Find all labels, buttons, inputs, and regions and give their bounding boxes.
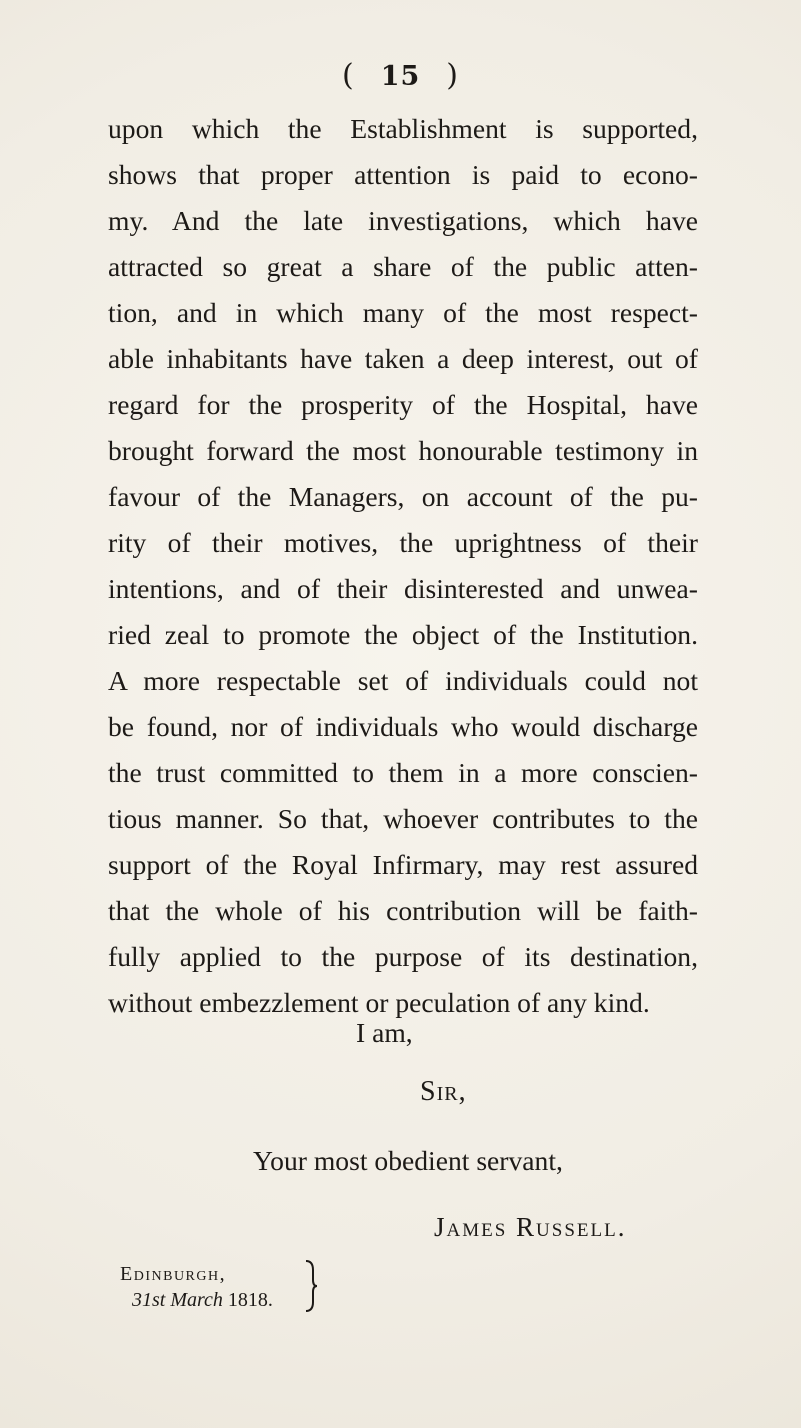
brace-icon bbox=[304, 1258, 318, 1314]
body-line: able inhabitants have taken a deep interest, out of bbox=[108, 343, 698, 374]
closing-salutation: Sir, bbox=[420, 1076, 467, 1107]
body-line: tion, and in which many of the most respect- bbox=[108, 297, 698, 328]
signature: James Russell. bbox=[434, 1212, 627, 1242]
page-number-header bbox=[0, 58, 801, 93]
body-line: the trust committed to them in a more conscien- bbox=[108, 757, 698, 788]
body-line: brought forward the most honourable testimony in bbox=[108, 435, 698, 466]
body-line: support of the Royal Infirmary, may rest assured bbox=[108, 849, 698, 880]
dateline-day: 31st March bbox=[132, 1289, 223, 1311]
body-line: fully applied to the purpose of its destination, bbox=[108, 941, 698, 972]
body-line: upon which the Establishment is supported, bbox=[108, 113, 698, 144]
body-line: A more respectable set of individuals could not bbox=[108, 665, 698, 696]
dateline-place: Edinburgh, bbox=[120, 1263, 227, 1285]
body-line: regard for the prosperity of the Hospital, have bbox=[108, 389, 698, 420]
body-line: my. And the late investigations, which have bbox=[108, 205, 698, 236]
closing-i-am: I am, bbox=[356, 1017, 413, 1048]
letter-body bbox=[108, 106, 698, 1026]
body-line: tious manner. So that, whoever contributes to the bbox=[108, 803, 698, 834]
dateline-year: 1818. bbox=[227, 1289, 273, 1311]
body-line: ried zeal to promote the object of the Institution. bbox=[108, 619, 698, 650]
body-line: be found, nor of individuals who would discharge bbox=[108, 711, 698, 742]
body-line: intentions, and of their disinterested and unwea- bbox=[108, 573, 698, 604]
dateline bbox=[120, 1261, 273, 1313]
body-line: favour of the Managers, on account of the pu- bbox=[108, 481, 698, 512]
body-line: shows that proper attention is paid to econo- bbox=[108, 159, 698, 190]
body-line: without embezzlement or peculation of any kind. bbox=[108, 987, 650, 1018]
body-line: attracted so great a share of the public atten- bbox=[108, 251, 698, 282]
dateline-date bbox=[120, 1287, 273, 1313]
paren-open: ( bbox=[341, 58, 355, 93]
paren-close: ) bbox=[446, 58, 459, 93]
body-line: that the whole of his contribution will be faith- bbox=[108, 895, 698, 926]
closing-servant: Your most obedient servant, bbox=[253, 1145, 563, 1176]
body-line: rity of their motives, the uprightness of their bbox=[108, 527, 698, 558]
page-number: 15 bbox=[380, 61, 421, 92]
